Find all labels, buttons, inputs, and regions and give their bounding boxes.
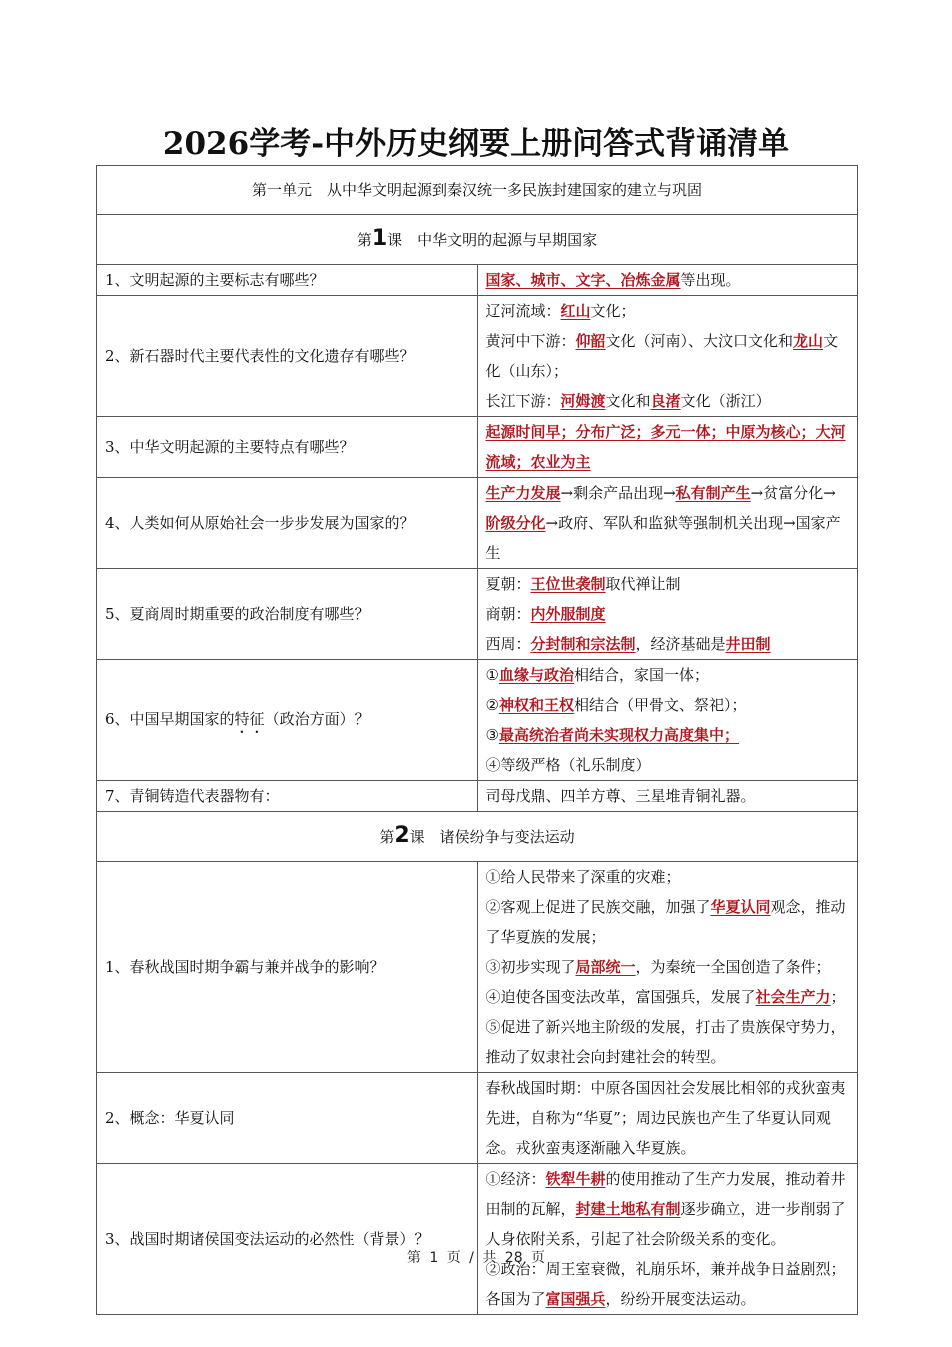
- answer-cell: [477, 265, 858, 296]
- key-point-text: 血缘与政治: [498, 666, 574, 684]
- key-point-text: 神权和王权: [498, 696, 574, 714]
- question-cell: [97, 569, 478, 660]
- lesson-title: 课 中华文明的起源与早期国家: [387, 231, 598, 249]
- lesson-header-row: [97, 812, 858, 862]
- key-point-text: 分封制和宗法制: [530, 635, 636, 653]
- answer-cell: [477, 660, 858, 781]
- question-text: 4、人类如何从原始社会一步步发展为国家的？: [105, 514, 415, 532]
- answer-text: 的使用推动了生产力发展，推动着井田制的瓦解，: [485, 1170, 846, 1218]
- answer-text: 文化和: [605, 392, 651, 410]
- answer-line: [486, 690, 850, 720]
- question-text: 7、青铜铸造代表器物有：: [105, 787, 280, 805]
- qa-row: [97, 478, 858, 569]
- question-cell: [97, 1073, 478, 1164]
- page-title: 2026学考-中外历史纲要上册问答式背诵清单: [162, 126, 790, 162]
- question-cell: [97, 781, 478, 812]
- answer-text: 长江下游：: [485, 392, 561, 410]
- answer-line: [486, 982, 850, 1012]
- qa-row: [97, 569, 858, 660]
- qa-row: [97, 1164, 858, 1315]
- key-point-text: 铁犁牛耕: [545, 1170, 606, 1188]
- answer-text: ②客观上促进了民族交融，加强了: [485, 898, 711, 916]
- answer-text: →政府、军队和监狱等强制机关出现→国家产生: [485, 514, 841, 562]
- key-point-text: 阶级分化: [485, 514, 546, 532]
- qa-row: [97, 417, 858, 478]
- answer-text: ②政治：周王室衰微，礼崩乐坏，兼并战争日益剧烈；各国为了: [485, 1260, 846, 1308]
- qa-row: [97, 296, 858, 417]
- lesson-header: [97, 812, 858, 862]
- answer-text: ，为秦统一全国创造了条件；: [635, 958, 831, 976]
- question-text: 3、战国时期诸侯国变法运动的必然性（背景）？: [105, 1230, 430, 1248]
- answer-text: →剩余产品出现→: [560, 484, 676, 502]
- answer-text: 相结合（甲骨文、祭祀）；: [573, 696, 747, 714]
- key-point-text: 王位世袭制: [530, 575, 606, 593]
- key-point-text: 富国强兵: [545, 1290, 606, 1308]
- question-text: 2、概念：华夏认同: [105, 1109, 235, 1127]
- key-point-text: 内外服制度: [530, 605, 606, 623]
- answer-line: [486, 750, 850, 780]
- answer-text: 司母戊鼎、四羊方尊、三星堆青铜礼器。: [485, 787, 756, 805]
- answer-cell: [477, 478, 858, 569]
- question-text: 2、新石器时代主要代表性的文化遗存有哪些？: [105, 347, 415, 365]
- key-point-text: 仰韶: [575, 332, 606, 350]
- lesson-header: [97, 215, 858, 265]
- lesson-number: 2: [394, 823, 410, 848]
- answer-line: [486, 952, 850, 982]
- answer-text: ④迫使各国变法改革，富国强兵，发展了: [485, 988, 756, 1006]
- answer-text: 黄河中下游：: [485, 332, 576, 350]
- qa-table: [96, 165, 858, 1315]
- answer-line: [486, 892, 850, 952]
- lesson-title: 课 诸侯纷争与变法运动: [409, 828, 575, 846]
- key-point-text: 封建土地私有制: [575, 1200, 681, 1218]
- answer-line: [486, 386, 850, 416]
- answer-text: ③初步实现了: [485, 958, 576, 976]
- qa-row: [97, 862, 858, 1073]
- answer-text: 文化（山东）；: [485, 332, 839, 380]
- answer-text: ③: [485, 726, 499, 744]
- answer-text: ①给人民带来了深重的灾难；: [485, 868, 681, 886]
- key-point-text: 私有制产生: [675, 484, 751, 502]
- answer-text: 取代禅让制: [605, 575, 681, 593]
- answer-text: ⑤促进了新兴地主阶级的发展，打击了贵族保守势力，推动了奴隶社会向封建社会的转型。: [485, 1018, 846, 1066]
- answer-cell: [477, 417, 858, 478]
- answer-text: 春秋战国时期：中原各国因社会发展比相邻的戎狄蛮夷先进，自称为“华夏”；周边民族也产生了华夏认同观念。戎狄蛮夷逐渐融入华夏族。: [485, 1079, 846, 1157]
- key-point-text: 华夏认同: [710, 898, 771, 916]
- answer-text: 夏朝：: [485, 575, 531, 593]
- question-text: 3、中华文明起源的主要特点有哪些？: [105, 438, 355, 456]
- answer-text: →贫富分化→: [750, 484, 836, 502]
- answer-text: ，经济基础是: [635, 635, 726, 653]
- answer-text: 逐步确立，进一步削弱了人身依附关系，引起了社会阶级关系的变化。: [485, 1200, 846, 1248]
- answer-cell: [477, 1164, 858, 1315]
- answer-cell: [477, 569, 858, 660]
- unit-title: 第一单元 从中华文明起源到秦汉统一多民族封建国家的建立与巩固: [251, 181, 702, 199]
- answer-text: ④等级严格（礼乐制度）: [485, 756, 651, 774]
- answer-text: ①经济：: [485, 1170, 546, 1188]
- answer-cell: [477, 781, 858, 812]
- question-cell: [97, 478, 478, 569]
- answer-line: [486, 599, 850, 629]
- lesson-prefix: 第: [356, 231, 372, 249]
- key-point-text: 社会生产力: [755, 988, 831, 1006]
- qa-row: [97, 660, 858, 781]
- answer-cell: [477, 1073, 858, 1164]
- answer-text: 等出现。: [680, 271, 741, 289]
- answer-text: 商朝：: [485, 605, 531, 623]
- answer-text: 辽河流域：: [485, 302, 561, 320]
- answer-line: [486, 326, 850, 386]
- unit-header-row: [97, 166, 858, 215]
- answer-line: [486, 296, 850, 326]
- qa-row: [97, 1073, 858, 1164]
- question-text: 1、文明起源的主要标志有哪些？: [105, 271, 325, 289]
- question-cell: [97, 862, 478, 1073]
- answer-text: ②: [485, 696, 499, 714]
- question-text: 6、中国早期国家的: [105, 709, 235, 728]
- key-point-text: 河姆渡: [560, 392, 606, 410]
- answer-cell: [477, 296, 858, 417]
- answer-line: [486, 660, 850, 690]
- question-text: （政治方面）？: [264, 709, 370, 728]
- qa-row: [97, 265, 858, 296]
- qa-row: [97, 781, 858, 812]
- key-point-text: 局部统一: [575, 958, 636, 976]
- question-text: 特征: [234, 709, 265, 728]
- question-text: 1、春秋战国时期争霸与兼并战争的影响？: [105, 958, 385, 976]
- answer-line: [486, 862, 850, 892]
- answer-line: [486, 720, 850, 750]
- answer-line: [486, 629, 850, 659]
- answer-line: [486, 569, 850, 599]
- answer-text: ，纷纷开展变法运动。: [605, 1290, 756, 1308]
- answer-line: [486, 1012, 850, 1072]
- key-point-text: 龙山: [793, 332, 824, 350]
- answer-text: ；: [830, 988, 846, 1006]
- answer-line: [486, 1164, 850, 1254]
- lesson-number: 1: [371, 226, 388, 251]
- key-point-text: 红山: [560, 302, 591, 320]
- answer-text: 文化（浙江）: [680, 392, 771, 410]
- question-cell: [97, 660, 478, 781]
- unit-header: [97, 166, 858, 215]
- question-cell: [97, 1164, 478, 1315]
- key-point-text: 起源时间早；分布广泛；多元一体；中原为核心；大河流域；农业为主: [485, 423, 846, 471]
- question-cell: [97, 296, 478, 417]
- lesson-header-row: [97, 215, 858, 265]
- key-point-text: 最高统治者尚未实现权力高度集中；: [498, 726, 739, 744]
- question-text: 5、夏商周时期重要的政治制度有哪些？: [105, 605, 370, 623]
- answer-text: 相结合，家国一体；: [573, 666, 709, 684]
- lesson-prefix: 第: [379, 828, 395, 846]
- key-point-text: 生产力发展: [485, 484, 561, 502]
- answer-cell: [477, 862, 858, 1073]
- answer-text: 观念，推动了华夏族的发展；: [485, 898, 846, 946]
- question-cell: [97, 417, 478, 478]
- answer-text: ①: [485, 666, 499, 684]
- key-point-text: 井田制: [725, 635, 771, 653]
- key-point-text: 良渚: [650, 392, 681, 410]
- question-cell: [97, 265, 478, 296]
- answer-text: 西周：: [485, 635, 531, 653]
- key-point-text: 国家、城市、文字、冶炼金属: [485, 271, 681, 289]
- page-footer: 第 1 页 / 共 28 页: [406, 1250, 546, 1266]
- answer-text: 文化（河南）、大汶口文化和: [605, 332, 794, 350]
- answer-text: 文化；: [590, 302, 636, 320]
